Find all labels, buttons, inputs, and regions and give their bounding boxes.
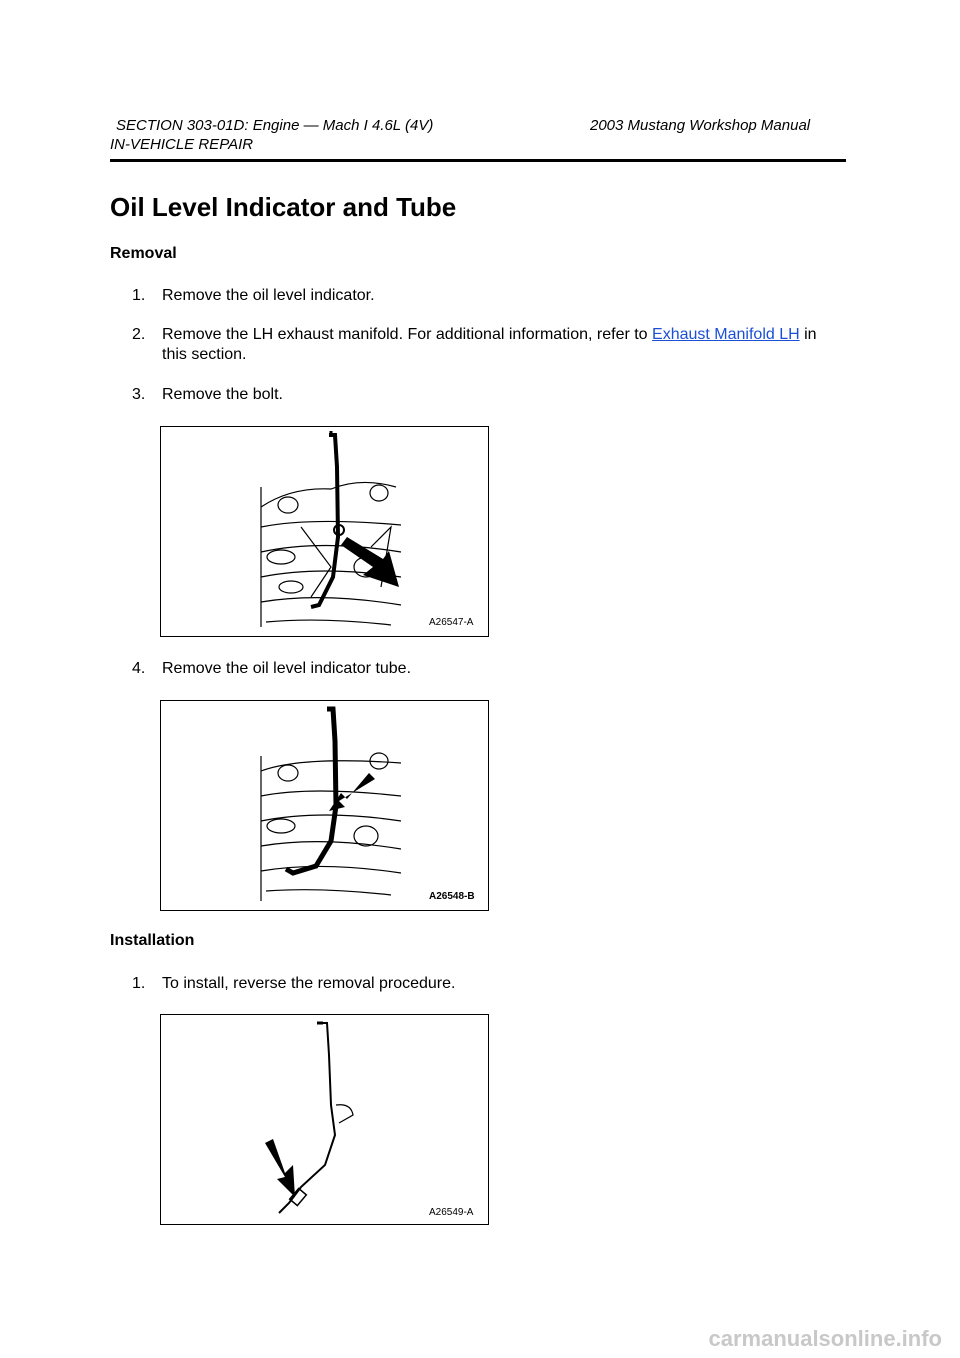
engine-bolt-illustration	[161, 427, 488, 636]
figure-tube	[160, 700, 489, 911]
step-text: Remove the oil level indicator tube.	[162, 660, 412, 677]
step-text	[162, 325, 817, 345]
manual-title: 2003 Mustang Workshop Manual	[590, 117, 811, 134]
section-title: SECTION 303-01D: Engine — Mach I 4.6L (4V)	[116, 117, 434, 134]
tube-install-illustration	[161, 1015, 488, 1224]
category-label: IN-VEHICLE REPAIR	[110, 136, 254, 153]
engine-tube-illustration	[161, 701, 488, 910]
step-number: 4.	[132, 660, 146, 677]
exhaust-manifold-link[interactable]: Exhaust Manifold LH	[652, 326, 800, 343]
page-title: Oil Level Indicator and Tube	[110, 192, 457, 222]
step-text: Remove the bolt.	[162, 386, 283, 403]
step-text: Remove the oil level indicator.	[162, 287, 375, 304]
watermark: carmanualsonline.info	[708, 1326, 942, 1351]
figure-label: A26548-B	[429, 891, 475, 902]
step-text-line2: this section.	[162, 346, 247, 363]
figure-bolt	[160, 426, 489, 637]
figure-label: A26547-A	[429, 617, 474, 628]
installation-heading: Installation	[110, 932, 195, 949]
step-text-before: Remove the LH exhaust manifold. For additional information, refer to	[162, 326, 648, 343]
step-number: 1.	[132, 975, 146, 992]
step-text: To install, reverse the removal procedure.	[162, 975, 456, 992]
removal-heading: Removal	[110, 245, 177, 262]
header-rule	[110, 159, 846, 162]
step-number: 2.	[132, 326, 146, 343]
step-number: 1.	[132, 287, 146, 304]
step-number: 3.	[132, 386, 146, 403]
figure-label: A26549-A	[429, 1207, 474, 1218]
figure-install	[160, 1014, 489, 1225]
step-text-after: in	[804, 326, 817, 343]
